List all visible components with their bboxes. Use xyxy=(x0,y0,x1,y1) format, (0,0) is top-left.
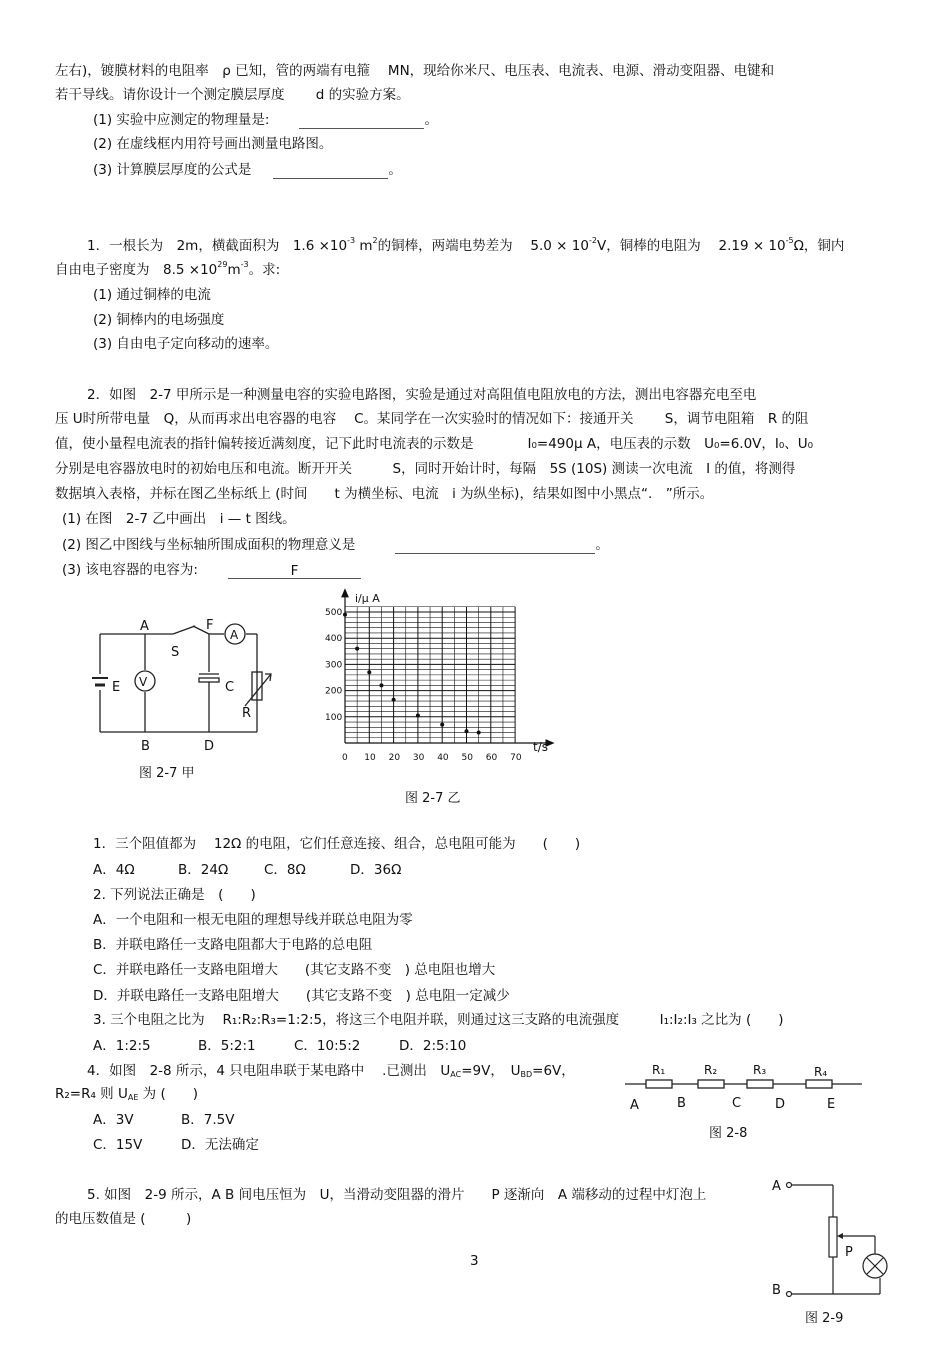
intro-line-1: 左右)，镀膜材料的电阻率 ρ 已知，管的两端有电箍 MN，现给你米尺、电压表、电流表、电源、滑动变阻器、电键和 xyxy=(55,63,775,79)
figure-caption-2-7a: 图 2-7 甲 xyxy=(139,766,195,781)
intro-q3-text: (3) 计算膜层厚度的公式是 xyxy=(93,162,252,178)
mc-q1: 1．三个阻值都为 12Ω 的电阻，它们任意连接、组合，总电阻可能为 ( ) xyxy=(93,836,581,852)
data-point xyxy=(355,647,359,651)
p1-item-3: (3) 自由电子定向移动的速率。 xyxy=(93,336,279,352)
y-axis-label: i/μ A xyxy=(355,592,380,605)
x-tick-label: 10 xyxy=(364,753,376,763)
series-resistor-diagram-2-8 xyxy=(620,1058,870,1118)
data-point xyxy=(343,613,347,617)
intro-q1-text: (1) 实验中应测定的物理量是: xyxy=(93,112,270,128)
label-node-a: A xyxy=(140,619,149,634)
y-tick-label: 400 xyxy=(325,634,343,645)
mc-q3: 3. 三个电阻之比为 R₁:R₂:R₃=1:2:5，将这三个电阻并联，则通过这三支路的电流强度 I₁:I₂:I₃ 之比为 ( ) xyxy=(93,1012,784,1028)
intro-q3 xyxy=(93,161,402,179)
option-a[interactable]: A．3V xyxy=(93,1112,134,1128)
x-tick-label: 70 xyxy=(510,753,522,763)
ammeter-symbol: A xyxy=(230,628,239,642)
resistor-r4-label: R₄ xyxy=(814,1065,828,1079)
option-b[interactable]: B．5:2:1 xyxy=(198,1038,256,1054)
answer-blank[interactable] xyxy=(395,539,595,554)
p2-line-2: 压 U时所带电量 Q，从而再求出电容器的电容 C。某同学在一次实验时的情况如下：接通开关 S，调节电阻箱 R 的阻 xyxy=(55,411,809,427)
mc-q4-options-1 xyxy=(93,1111,234,1129)
node-c-label: C xyxy=(732,1096,742,1111)
mc-q4-line-1: 4．如图 2-8 所示，4 只电阻串联于某电路中 .已测出 $U_{AC}=9V$， $U_{BD}=6V$， xyxy=(87,1063,575,1079)
resistor-r1-label: R₁ xyxy=(652,1063,666,1077)
p2-line-5: 数据填入表格，并标在图乙坐标纸上 (时间 t 为横坐标、电流 i 为纵坐标)，结果如图中小黑点“. ”所示。 xyxy=(55,486,714,502)
slider-p-label: P xyxy=(845,1245,853,1260)
mc-q2: 2. 下列说法正确是 ( ) xyxy=(93,887,256,903)
period: 。 xyxy=(424,112,438,128)
p2-line-3: 值，使小量程电流表的指针偏转接近满刻度，记下此时电流表的示数是 I₀=490μ A，电压表的示数 U₀=6.0V，I₀、U₀ xyxy=(55,436,814,452)
mc-q4-options-2 xyxy=(93,1136,259,1154)
y-axis-arrow xyxy=(342,590,348,597)
period: 。 xyxy=(388,162,402,178)
y-tick-label: 200 xyxy=(325,686,343,697)
label-capacitor-c: C xyxy=(225,680,235,695)
label-switch-s: S xyxy=(171,645,180,660)
mc-q2-option-c[interactable]: C．并联电路任一支路电阻增大 (其它支路不变 ) 总电阻也增大 xyxy=(93,962,496,978)
resistor-r2-label: R₂ xyxy=(704,1063,718,1077)
intro-line-2: 若干导线。请你设计一个测定膜层厚度 d 的实验方案。 xyxy=(55,87,410,103)
answer-blank[interactable] xyxy=(273,164,388,179)
node-d-label: D xyxy=(775,1097,786,1112)
option-b[interactable]: B．24Ω xyxy=(178,862,229,878)
x-tick-label: 40 xyxy=(437,753,449,763)
label-resistor-r: R xyxy=(242,706,252,721)
p1-item-2: (2) 铜棒内的电场强度 xyxy=(93,312,225,328)
current-time-chart xyxy=(315,588,555,783)
p1-line-2: 自由电子密度为 $8.5 \times 10^{29}m^{-3}$。求: xyxy=(55,260,281,278)
mc-q5-line-1: 5. 如图 2-9 所示，A B 间电压恒为 U，当滑动变阻器的滑片 P 逐渐向 A 端移动的过程中灯泡上 xyxy=(87,1187,707,1203)
p1-line-1: 1．一根长为 2m，横截面积为 $1.6 \times 10^{-3}$ $m^2$的铜棒，两端电势差为 $5.0 \times 10^{-2}V$，铜棒的电阻为 $2.19 \times 10^{-5}\Omega$，铜内 xyxy=(87,236,845,254)
terminal-a-label: A xyxy=(772,1179,781,1194)
data-point xyxy=(392,698,396,702)
option-b[interactable]: B．7.5V xyxy=(181,1112,235,1128)
mc-q4-line-2: R₂=R₄ 则 $U_{AE}$ 为 ( ) xyxy=(55,1086,199,1102)
y-tick-label: 300 xyxy=(325,660,343,671)
intro-q2: (2) 在虚线框内用符号画出测量电路图。 xyxy=(93,136,333,152)
y-tick-label: 100 xyxy=(325,712,343,723)
p1-item-1: (1) 通过铜棒的电流 xyxy=(93,287,211,303)
data-point xyxy=(465,729,469,733)
label-node-f: F xyxy=(206,618,214,633)
label-battery-e: E xyxy=(112,680,121,695)
figure-caption-2-7b: 图 2-7 乙 xyxy=(405,791,461,806)
answer-blank[interactable] xyxy=(299,114,424,129)
voltmeter-symbol: V xyxy=(139,675,148,689)
data-point xyxy=(367,670,371,674)
intro-q1 xyxy=(93,111,438,129)
mc-q2-option-a[interactable]: A．一个电阻和一根无电阻的理想导线并联总电阻为零 xyxy=(93,912,413,928)
option-c[interactable]: C．10:5:2 xyxy=(294,1038,361,1054)
mc-q2-option-d[interactable]: D．并联电路任一支路电阻增大 (其它支路不变 ) 总电阻一定减少 xyxy=(93,988,510,1004)
terminal-b-label: B xyxy=(772,1283,781,1298)
x-tick-label: 0 xyxy=(342,753,348,763)
rheostat-lamp-diagram-2-9 xyxy=(770,1172,895,1302)
x-tick-label: 50 xyxy=(461,753,473,763)
data-point xyxy=(416,713,420,717)
p2-q3: (3) 该电容器的电容为: F xyxy=(62,561,361,579)
node-b-label: B xyxy=(677,1096,686,1111)
option-c[interactable]: C．8Ω xyxy=(264,862,306,878)
p2-line-4: 分别是电容器放电时的初始电压和电流。断开开关 S，同时开始计时，每隔 5S (10S) 测读一次电流 I 的值，将测得 xyxy=(55,461,796,477)
p2-q1: (1) 在图 2-7 乙中画出 i — t 图线。 xyxy=(62,511,296,527)
mc-q5-line-2: 的电压数值是 ( ) xyxy=(55,1211,192,1227)
label-node-b: B xyxy=(141,739,150,754)
figure-caption-2-9: 图 2-9 xyxy=(805,1311,844,1326)
option-c[interactable]: C．15V xyxy=(93,1137,143,1153)
option-d[interactable]: D．36Ω xyxy=(350,862,402,878)
option-a[interactable]: A．1:2:5 xyxy=(93,1038,151,1054)
mc-q2-option-b[interactable]: B．并联电路任一支路电阻都大于电路的总电阻 xyxy=(93,937,373,953)
answer-blank[interactable]: F xyxy=(228,564,361,579)
option-d[interactable]: D．无法确定 xyxy=(181,1137,259,1153)
p2-line-1: 2．如图 2-7 甲所示是一种测量电容的实验电路图，实验是通过对高阻值电阻放电的方法，测出电容器充电至电 xyxy=(87,387,757,403)
option-a[interactable]: A．4Ω xyxy=(93,862,135,878)
page-number: 3 xyxy=(470,1253,479,1269)
figure-caption-2-8: 图 2-8 xyxy=(709,1126,748,1141)
data-point xyxy=(379,683,383,687)
x-axis-label: t/s xyxy=(533,740,548,754)
p2-q2: (2) 图乙中图线与坐标轴所围成面积的物理意义是 。 xyxy=(62,537,609,553)
data-point xyxy=(440,723,444,727)
node-e-label: E xyxy=(827,1097,836,1112)
x-tick-label: 60 xyxy=(485,753,498,763)
resistor-r3-label: R₃ xyxy=(753,1063,767,1077)
x-tick-label: 20 xyxy=(388,753,401,763)
label-node-d: D xyxy=(204,739,215,754)
y-tick-label: 500 xyxy=(325,608,343,618)
circuit-diagram-2-7a xyxy=(85,612,285,762)
option-d[interactable]: D．2:5:10 xyxy=(399,1038,467,1054)
data-point xyxy=(477,731,481,735)
mc-q1-options xyxy=(93,861,401,879)
x-tick-label: 30 xyxy=(412,753,425,763)
node-a-label: A xyxy=(630,1098,639,1113)
mc-q3-options xyxy=(93,1037,466,1055)
